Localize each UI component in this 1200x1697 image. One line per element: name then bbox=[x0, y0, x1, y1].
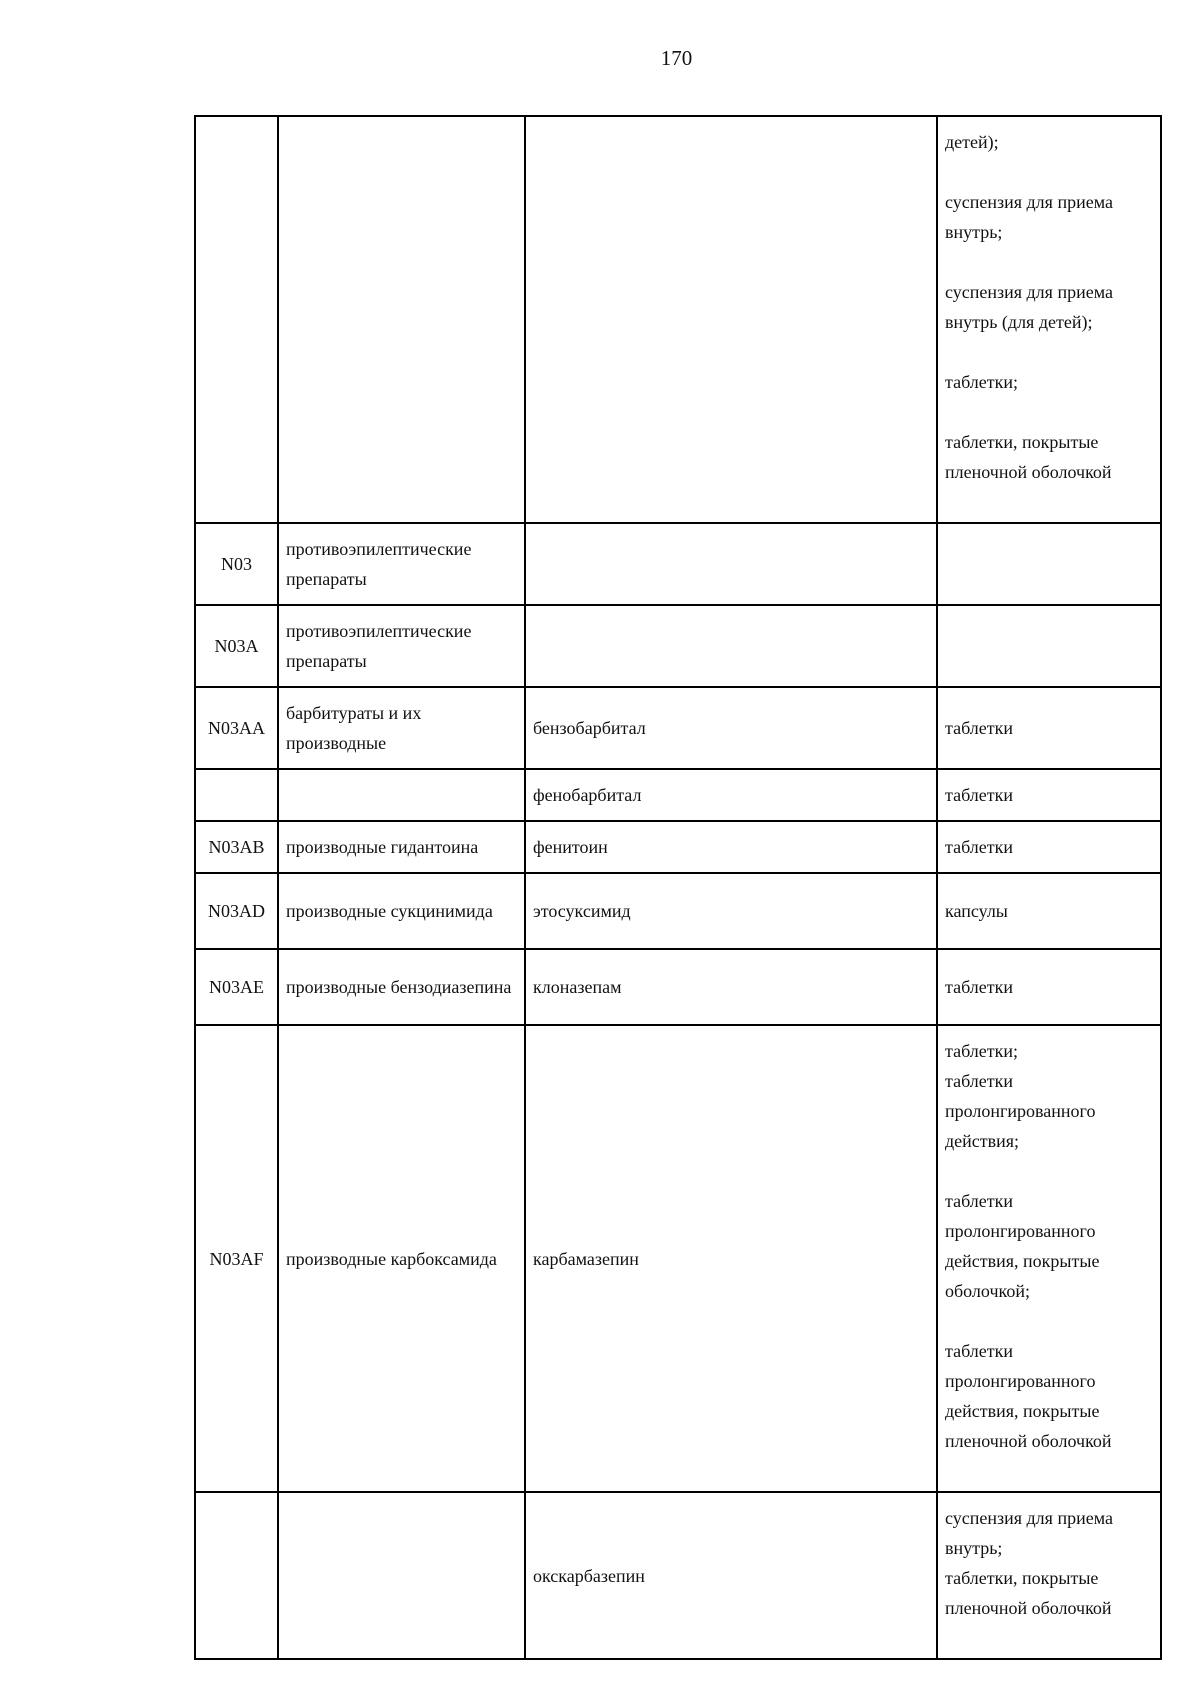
table-row bbox=[195, 1025, 1161, 1492]
dosage-form: таблетки, покрытые пленочной оболочкой bbox=[945, 432, 1112, 482]
table-row bbox=[195, 1492, 1161, 1659]
atc-code-cell: N03AE bbox=[195, 949, 278, 1025]
atc-code-cell bbox=[195, 1492, 278, 1659]
atc-code-cell bbox=[195, 116, 278, 523]
group-cell bbox=[278, 1492, 525, 1659]
dosage-forms-cell bbox=[937, 605, 1161, 687]
drug-cell bbox=[525, 523, 937, 605]
atc-code-cell: N03AF bbox=[195, 1025, 278, 1492]
dosage-forms-cell: таблетки bbox=[937, 821, 1161, 873]
atc-code-cell: N03AB bbox=[195, 821, 278, 873]
atc-code-cell bbox=[195, 769, 278, 821]
dosage-form: таблетки пролонгированного действия; bbox=[945, 1071, 1096, 1151]
dosage-forms-cell: таблетки bbox=[937, 687, 1161, 769]
group-cell bbox=[278, 769, 525, 821]
table-row bbox=[195, 821, 1161, 873]
drug-cell: карбамазепин bbox=[525, 1025, 937, 1492]
group-cell: производные бензодиазепина bbox=[278, 949, 525, 1025]
table-row bbox=[195, 687, 1161, 769]
dosage-form: таблетки, покрытые пленочной оболочкой bbox=[945, 1568, 1112, 1618]
drug-cell: клоназепам bbox=[525, 949, 937, 1025]
drug-cell: окскарбазепин bbox=[525, 1492, 937, 1659]
dosage-form: суспензия для приема внутрь (для детей); bbox=[945, 282, 1113, 332]
atc-code-cell: N03A bbox=[195, 605, 278, 687]
dosage-form: детей); bbox=[945, 132, 999, 152]
group-cell: барбитураты и их производные bbox=[278, 687, 525, 769]
page-number: 170 bbox=[660, 46, 693, 70]
dosage-form: таблетки пролонгированного действия, покрытые оболочкой; bbox=[945, 1191, 1100, 1301]
dosage-forms-cell: таблетки bbox=[937, 769, 1161, 821]
group-cell: производные гидантоина bbox=[278, 821, 525, 873]
dosage-forms-cell: капсулы bbox=[937, 873, 1161, 949]
drug-cell: этосуксимид bbox=[525, 873, 937, 949]
table-row bbox=[195, 605, 1161, 687]
dosage-form: таблетки; bbox=[945, 1041, 1019, 1061]
drug-cell: бензобарбитал bbox=[525, 687, 937, 769]
dosage-form: суспензия для приема внутрь; bbox=[945, 192, 1113, 242]
table-row bbox=[195, 116, 1161, 523]
dosage-forms-cell bbox=[937, 523, 1161, 605]
table-row bbox=[195, 949, 1161, 1025]
dosage-form: таблетки; bbox=[945, 372, 1019, 392]
dosage-forms-cell bbox=[937, 116, 1161, 523]
dosage-forms-cell bbox=[937, 1025, 1161, 1492]
table-row bbox=[195, 523, 1161, 605]
group-cell: противоэпилептические препараты bbox=[278, 605, 525, 687]
group-cell: противоэпилептические препараты bbox=[278, 523, 525, 605]
drug-cell bbox=[525, 605, 937, 687]
group-cell: производные карбоксамида bbox=[278, 1025, 525, 1492]
dosage-forms-cell: таблетки bbox=[937, 949, 1161, 1025]
table-row bbox=[195, 873, 1161, 949]
group-cell: производные сукцинимида bbox=[278, 873, 525, 949]
drug-cell bbox=[525, 116, 937, 523]
dosage-form: суспензия для приема внутрь; bbox=[945, 1508, 1113, 1558]
drug-cell: фенобарбитал bbox=[525, 769, 937, 821]
table-row bbox=[195, 769, 1161, 821]
dosage-form: таблетки пролонгированного действия, покрытые пленочной оболочкой bbox=[945, 1341, 1112, 1451]
atc-code-cell: N03 bbox=[195, 523, 278, 605]
drug-cell: фенитоин bbox=[525, 821, 937, 873]
dosage-forms-cell bbox=[937, 1492, 1161, 1659]
group-cell bbox=[278, 116, 525, 523]
atc-code-cell: N03AD bbox=[195, 873, 278, 949]
drug-table bbox=[194, 115, 1162, 1660]
atc-code-cell: N03AA bbox=[195, 687, 278, 769]
